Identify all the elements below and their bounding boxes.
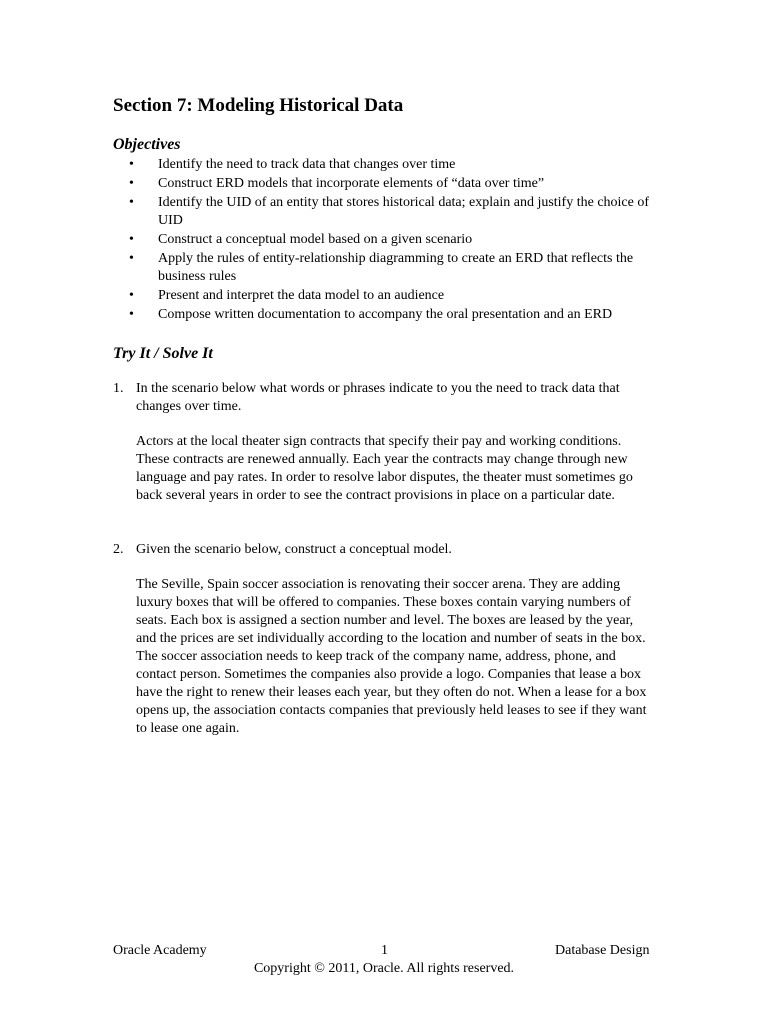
footer-left: Oracle Academy	[113, 943, 207, 958]
page-number: 1	[381, 943, 388, 958]
list-item	[113, 194, 673, 230]
question-scenario: Actors at the local theater sign contracts that specify their pay and working conditions. These contracts are renewed annually. Each year the contracts may change through new language and pay rates. In order to resolve labor disputes, the theater must sometimes go back several years in order to see the contract provisions in place on a particular date.	[136, 434, 633, 503]
bullet-icon: •	[129, 307, 134, 322]
question-number: 2.	[113, 542, 124, 557]
objective-text: Apply the rules of entity-relationship diagramming to create an ERD that reflects the business rules	[158, 251, 634, 284]
objective-text: Present and interpret the data model to an audience	[158, 288, 445, 303]
objectives-list	[113, 156, 673, 325]
list-item	[113, 250, 673, 286]
list-item	[113, 156, 673, 174]
list-item	[113, 287, 673, 305]
objective-text: Construct ERD models that incorporate elements of “data over time”	[158, 176, 545, 191]
footer-copyright: Copyright © 2011, Oracle. All rights reserved.	[253, 961, 515, 976]
question-number: 1.	[113, 381, 124, 396]
bullet-icon: •	[129, 251, 134, 266]
objectives-heading: Objectives	[113, 136, 181, 153]
list-item	[113, 306, 673, 324]
bullet-icon: •	[129, 195, 134, 210]
question-prompt: In the scenario below what words or phrases indicate to you the need to track data that changes over time.	[136, 381, 620, 414]
bullet-icon: •	[129, 176, 134, 191]
question-scenario: The Seville, Spain soccer association is renovating their soccer arena. They are adding luxury boxes that will be offered to companies. These boxes contain varying numbers of seats. Each box is assigned a section number and level. The boxes are leased by the year, and the prices are set individually according to the location and number of seats in the box. The soccer association needs to keep track of the company name, address, phone, and contact person. Sometimes the companies also provide a logo. Companies that lease a box have the right to renew their leases each year, but they often do not. When a lease for a box opens up, the association contacts companies that previously held leases to see if they want to lease one again.	[136, 577, 647, 736]
footer-right: Database Design	[555, 943, 650, 958]
objective-text: Identify the UID of an entity that stores historical data; explain and justify the choice of UID	[158, 195, 650, 228]
bullet-icon: •	[129, 288, 134, 303]
question-2	[113, 541, 673, 738]
section-title: Section 7: Modeling Historical Data	[113, 95, 404, 116]
objective-text: Identify the need to track data that changes over time	[158, 157, 456, 172]
list-item	[113, 231, 673, 249]
try-it-heading: Try It / Solve It	[113, 345, 213, 362]
bullet-icon: •	[129, 232, 134, 247]
question-1	[113, 380, 673, 505]
list-item	[113, 175, 673, 193]
bullet-icon: •	[129, 157, 134, 172]
objective-text: Construct a conceptual model based on a given scenario	[158, 232, 473, 247]
objective-text: Compose written documentation to accompany the oral presentation and an ERD	[158, 307, 613, 322]
question-prompt: Given the scenario below, construct a conceptual model.	[136, 542, 452, 557]
